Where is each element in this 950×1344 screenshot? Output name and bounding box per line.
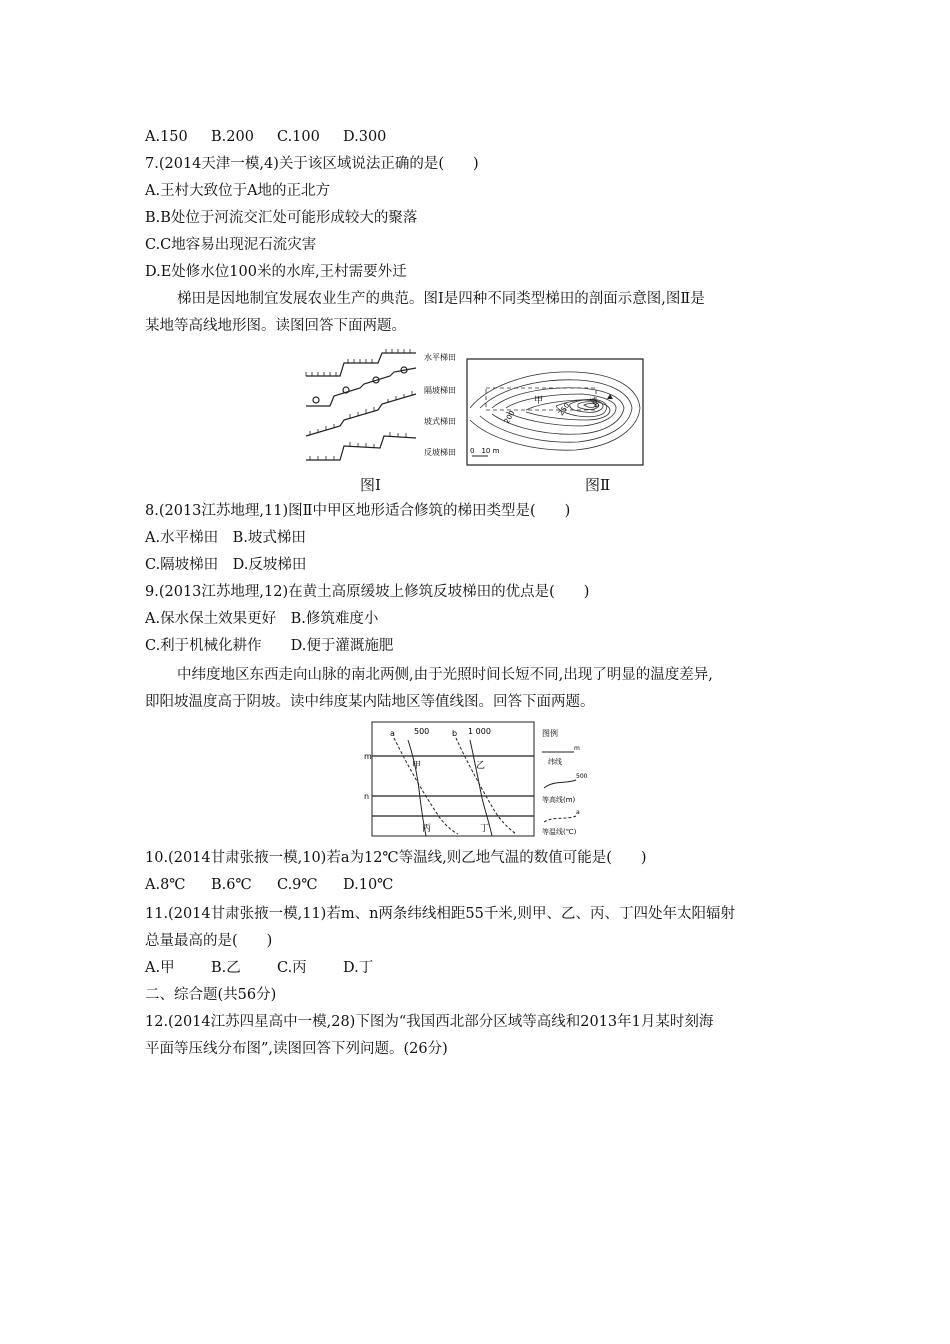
point-yi: 乙 xyxy=(476,761,486,771)
q7-option-c: C.C地容易出现泥石流灾害 xyxy=(145,237,317,253)
q11-line1: 11.(2014甘肃张掖一模,11)若m、n两条纬线相距55千米,则甲、乙、丙、丁四处年太阳辐射 xyxy=(145,906,735,922)
label-level-terrace: 水平梯田 xyxy=(424,353,456,362)
map-label-jia: 甲 xyxy=(534,396,544,406)
legend-title: 图例 xyxy=(542,729,558,738)
q11-options xyxy=(145,958,373,978)
q9-stem: 9.(2013江苏地理,12)在黄土高原缓坡上修筑反坡梯田的优点是( ) xyxy=(145,584,590,600)
legend-latitude: 纬线 xyxy=(548,758,562,766)
q9-options-cd: C.利于机械化耕作 D.便于灌溉施肥 xyxy=(145,638,394,654)
latitude-m-label: m xyxy=(364,752,372,761)
intro1-line2: 某地等高线地形图。读图回答下面两题。 xyxy=(145,318,406,334)
caption-figure-2: 图Ⅱ xyxy=(585,476,611,494)
q10-stem: 10.(2014甘肃张掖一模,10)若a为12℃等温线,则乙地气温的数值可能是( ) xyxy=(145,850,647,866)
latitude-n-label: n xyxy=(364,792,370,801)
label-spaced-terrace: 隔坡梯田 xyxy=(424,386,456,395)
q8-options-cd: C.隔坡梯田 D.反坡梯田 xyxy=(145,557,307,573)
isotherm-a-label: a xyxy=(390,729,395,738)
contour-map-figure xyxy=(466,358,646,468)
q10-options xyxy=(145,875,393,895)
isotherm-b-label: b xyxy=(452,729,458,738)
intro2-line2: 即阳坡温度高于阴坡。读中纬度某内陆地区等值线图。回答下面两题。 xyxy=(145,694,595,710)
terrace-profile-figure xyxy=(300,348,470,466)
point-jia: 甲 xyxy=(412,761,422,771)
q9-options-ab: A.保水保土效果更好 B.修筑难度小 xyxy=(145,611,379,627)
q10-option-b: B.6℃ xyxy=(211,877,252,893)
intro1-line1: 梯田是因地制宜发展农业生产的典范。图Ⅰ是四种不同类型梯田的剖面示意图,图Ⅱ是 xyxy=(177,291,705,307)
legend-a: a xyxy=(576,809,580,816)
q10-option-d: D.10℃ xyxy=(343,877,394,893)
caption-figure-1: 图Ⅰ xyxy=(360,476,381,494)
q11-line2: 总量最高的是( ) xyxy=(145,933,273,949)
legend-isotherm: 等温线(℃) xyxy=(542,828,577,836)
legend-contour: 等高线(m) xyxy=(542,796,576,804)
q7-option-b: B.B处位于河流交汇处可能形成较大的聚落 xyxy=(145,210,418,226)
contour-label-300: 300 xyxy=(588,395,601,409)
legend-500: 500 xyxy=(576,773,588,780)
label-reverse-terrace: 反坡梯田 xyxy=(424,448,456,457)
q7-stem: 7.(2014天津一模,4)关于该区域说法正确的是( ) xyxy=(145,156,479,172)
q12-line1: 12.(2014江苏四星高中一模,28)下图为“我国西北部分区域等高线和2013年1月某时刻海 xyxy=(145,1014,714,1030)
q10-option-c: C.9℃ xyxy=(277,877,318,893)
q6-option-b: B.200 xyxy=(211,129,254,145)
contour-500-label: 500 xyxy=(414,727,430,736)
q8-options-ab: A.水平梯田 B.坡式梯田 xyxy=(145,530,306,546)
q6-option-c: C.100 xyxy=(277,129,320,145)
q7-option-d: D.E处修水位100米的水库,王村需要外迁 xyxy=(145,264,407,280)
point-ding: 丁 xyxy=(480,824,490,834)
q7-option-a: A.王村大致位于A地的正北方 xyxy=(145,183,331,199)
section-2-heading: 二、综合题(共56分) xyxy=(145,987,277,1003)
contour-label-250: 250 xyxy=(557,401,572,418)
q8-stem: 8.(2013江苏地理,11)图Ⅱ中甲区地形适合修筑的梯田类型是( ) xyxy=(145,503,571,519)
q11-option-c: C.丙 xyxy=(277,960,307,976)
contour-label-200: 200 xyxy=(502,409,517,425)
q6-option-a: A.150 xyxy=(145,129,188,145)
q10-option-a: A.8℃ xyxy=(145,877,186,893)
q6-option-d: D.300 xyxy=(343,129,387,145)
contour-1000-label: 1 000 xyxy=(468,727,491,736)
legend-m: m xyxy=(574,745,580,752)
q12-line2: 平面等压线分布图”,读图回答下列问题。(26分) xyxy=(145,1041,448,1057)
isoline-figure xyxy=(362,718,602,840)
point-bing: 丙 xyxy=(422,824,432,834)
label-sloping-terrace: 坡式梯田 xyxy=(424,417,456,426)
q11-option-d: D.丁 xyxy=(343,960,374,976)
intro2-line1: 中纬度地区东西走向山脉的南北两侧,由于光照时间长短不同,出现了明显的温度差异, xyxy=(177,667,713,683)
q6-options xyxy=(145,127,386,147)
q11-option-b: B.乙 xyxy=(211,960,241,976)
q11-option-a: A.甲 xyxy=(145,960,175,976)
map-scale: 0 10 m xyxy=(470,447,500,455)
